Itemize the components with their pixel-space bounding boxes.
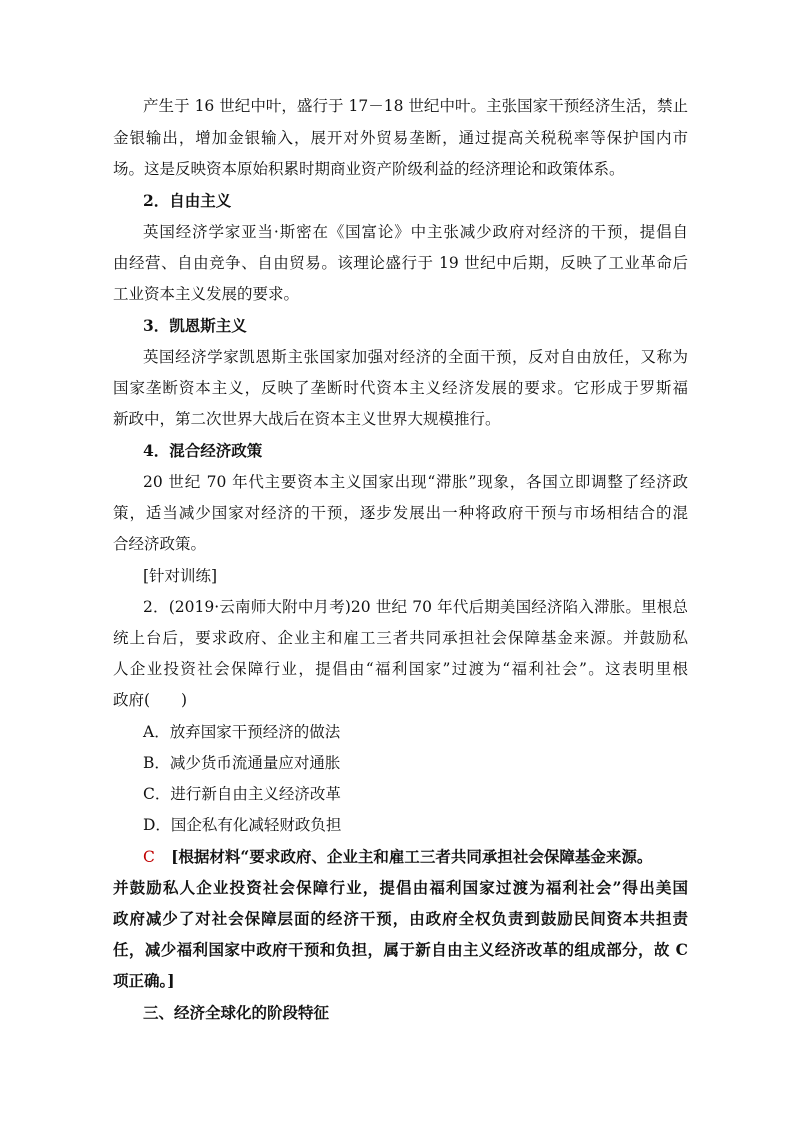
question-line: 统上台后，要求政府、企业主和雇工三者共同承担社会保障基金来源。并鼓励私 (113, 629, 688, 647)
paragraph-line: 场。这是反映资本原始积累时期商业资产阶级利益的经济理论和政策体系。 (113, 160, 625, 178)
exercise-label: [针对训练] (143, 567, 218, 585)
question-line: 人企业投资社会保障行业，提倡由“福利国家”过渡为“福利社会”。这表明里根 (113, 660, 688, 678)
paragraph-line: 英国经济学家凯恩斯主张国家加强对经济的全面干预，反对自由放任，又称为 (143, 348, 688, 366)
section-heading: 2．自由主义 (143, 191, 232, 210)
paragraph-line: 金银输出，增加金银输入，展开对外贸易垄断，通过提高关税税率等保护国内市 (113, 129, 688, 147)
paragraph-line: 英国经济学家亚当·斯密在《国富论》中主张减少政府对经济的干预，提倡自 (143, 223, 688, 241)
answer-letter: C (143, 848, 155, 866)
explanation-text: [根据材料“要求政府、企业主和雇工三者共同承担社会保障基金来源。 (171, 847, 653, 866)
paragraph-line: 新政中，第二次世界大战后在资本主义世界大规模推行。 (113, 410, 501, 428)
option-c: C．进行新自由主义经济改革 (143, 785, 341, 803)
paragraph-line: 由经营、自由竞争、自由贸易。该理论盛行于 19 世纪中后期，反映了工业革命后 (113, 254, 688, 272)
paragraph-line: 20 世纪 70 年代主要资本主义国家出现“滞胀”现象，各国立即调整了经济政 (143, 473, 688, 491)
paragraph-line: 工业资本主义发展的要求。 (113, 285, 300, 303)
option-d: D．国企私有化减轻财政负担 (143, 816, 342, 834)
section-heading: 4．混合经济政策 (143, 441, 263, 460)
section-heading: 三、经济全球化的阶段特征 (143, 1003, 330, 1022)
explanation-line: 并鼓励私人企业投资社会保障行业，提倡由福利国家过渡为福利社会”得出美国 (113, 878, 688, 897)
section-heading: 3．凯恩斯主义 (143, 316, 247, 335)
explanation-line: 项正确。] (113, 971, 175, 990)
question-line: 2．(2019·云南师大附中月考)20 世纪 70 年代后期美国经济陷入滞胀。里根总 (143, 598, 688, 616)
paragraph-line: 合经济政策。 (113, 535, 207, 553)
option-a: A．放弃国家干预经济的做法 (143, 723, 341, 741)
explanation-line: 任，减少福利国家中政府干预和负担，属于新自由主义经济改革的组成部分，故 C (113, 940, 688, 959)
paragraph-line: 策，适当减少国家对经济的干预，逐步发展出一种将政府干预与市场相结合的混 (113, 504, 688, 522)
paragraph-line: 国家垄断资本主义，反映了垄断时代资本主义经济发展的要求。它形成于罗斯福 (113, 379, 688, 397)
answer-line (143, 847, 688, 867)
explanation-line: 政府减少了对社会保障层面的经济干预，由政府全权负责到鼓励民间资本共担责 (113, 909, 688, 928)
paragraph-line: 产生于 16 世纪中叶，盛行于 17－18 世纪中叶。主张国家干预经济生活，禁止 (143, 97, 688, 115)
question-line: 政府( ) (113, 691, 188, 709)
option-b: B．减少货币流通量应对通胀 (143, 754, 341, 772)
